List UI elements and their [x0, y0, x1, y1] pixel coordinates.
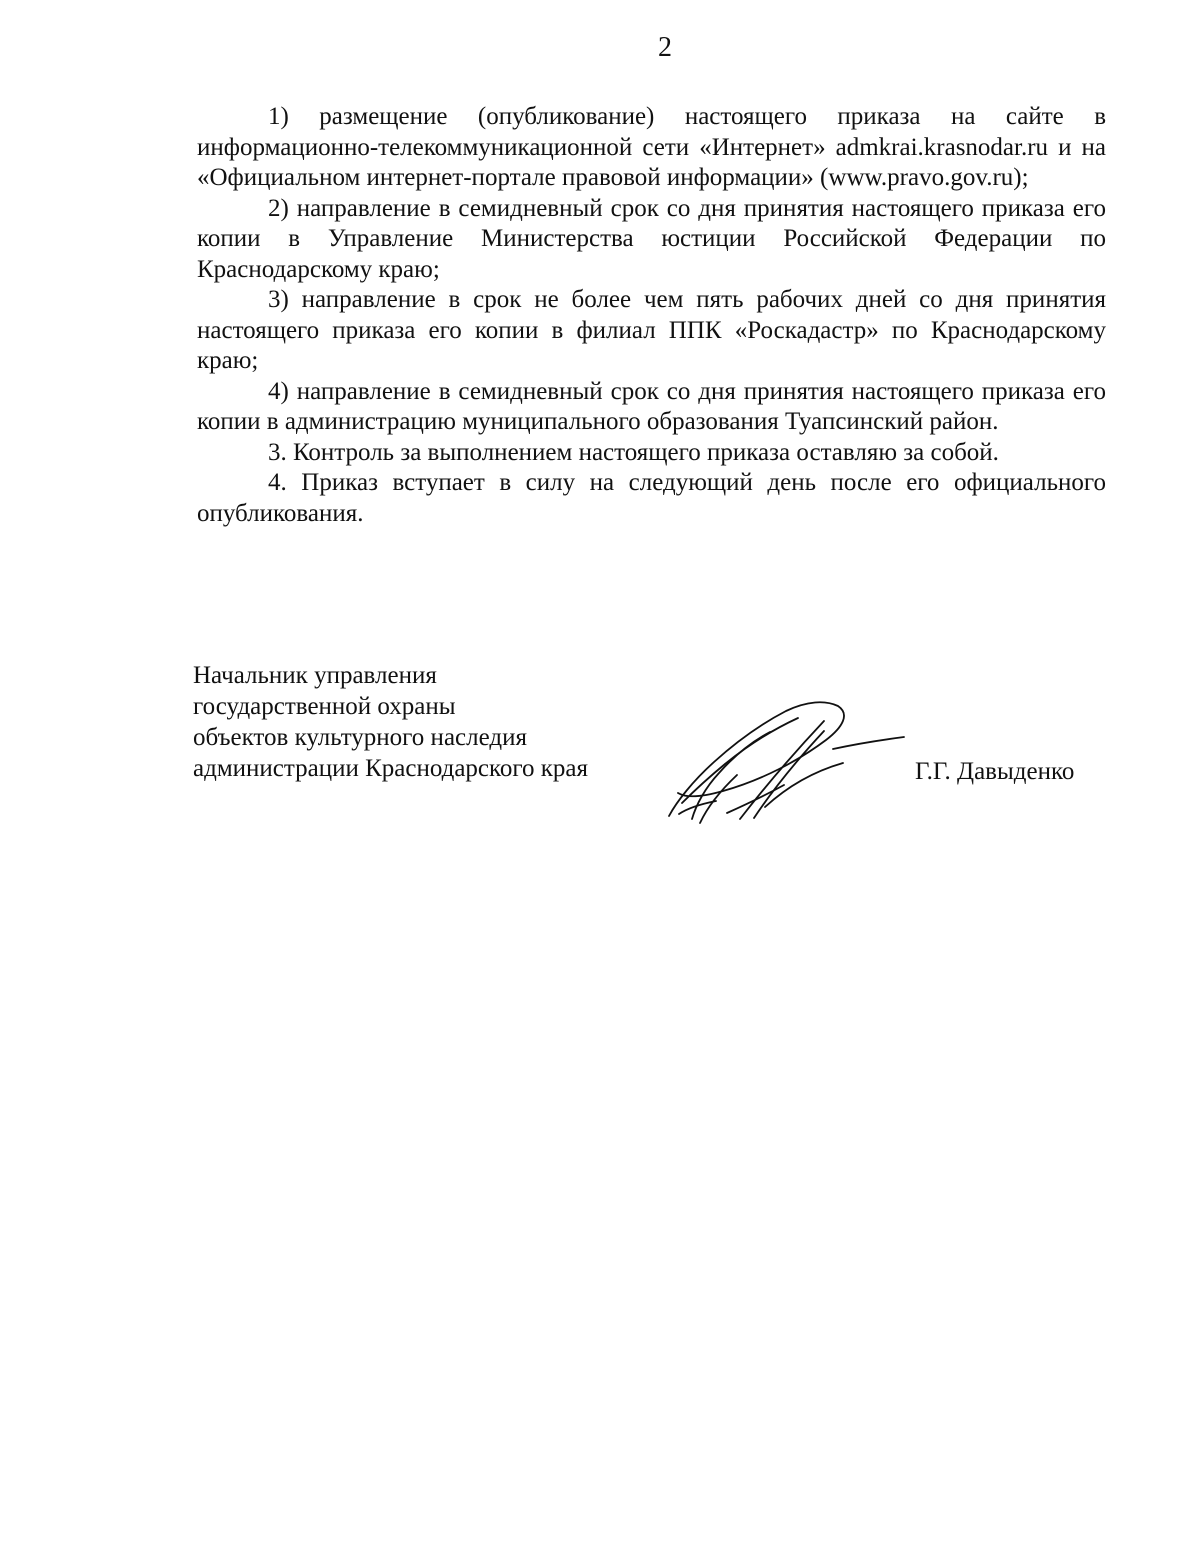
handwritten-signature	[662, 697, 907, 825]
document-body	[197, 102, 1106, 529]
paragraph-ministry-copy: 2) направление в семидневный срок со дня принятия настоящего приказа его копии в Управление Министерства юстиции Российской Федерации по Краснодарскому краю;	[197, 194, 1106, 283]
paragraph-municipal-copy: 4) направление в семидневный срок со дня принятия настоящего приказа его копии в администрацию муниципального образования Туапсинский район.	[197, 377, 1106, 435]
signatory-title-line: Начальник управления	[193, 662, 437, 689]
signatory-title-line: объектов культурного наследия	[193, 724, 527, 751]
paragraph-effective-date: 4. Приказ вступает в силу на следующий день после его официального опубликования.	[197, 469, 1106, 527]
paragraph-control: 3. Контроль за выполнением настоящего приказа оставляю за собой.	[268, 438, 999, 466]
paragraph-publication: 1) размещение (опубликование) настоящего приказа на сайте в информационно-телекоммуникационной сети «Интернет» admkrai.krasnodar.ru и на «Официальном интернет-портале правовой информации» (www.pravo.gov.ru);	[197, 103, 1106, 191]
signatory-title-line: государственной охраны	[193, 693, 456, 720]
paragraph-rosreestr-copy: 3) направление в срок не более чем пять рабочих дней со дня принятия настоящего приказа его копии в филиал ППК «Роскадастр» по Краснодарскому краю;	[197, 286, 1106, 374]
page-number: 2	[658, 32, 672, 63]
signatory-name: Г.Г. Давыденко	[915, 758, 1075, 785]
signatory-title-block	[193, 660, 673, 784]
signatory-title-line: администрации Краснодарского края	[193, 755, 589, 782]
